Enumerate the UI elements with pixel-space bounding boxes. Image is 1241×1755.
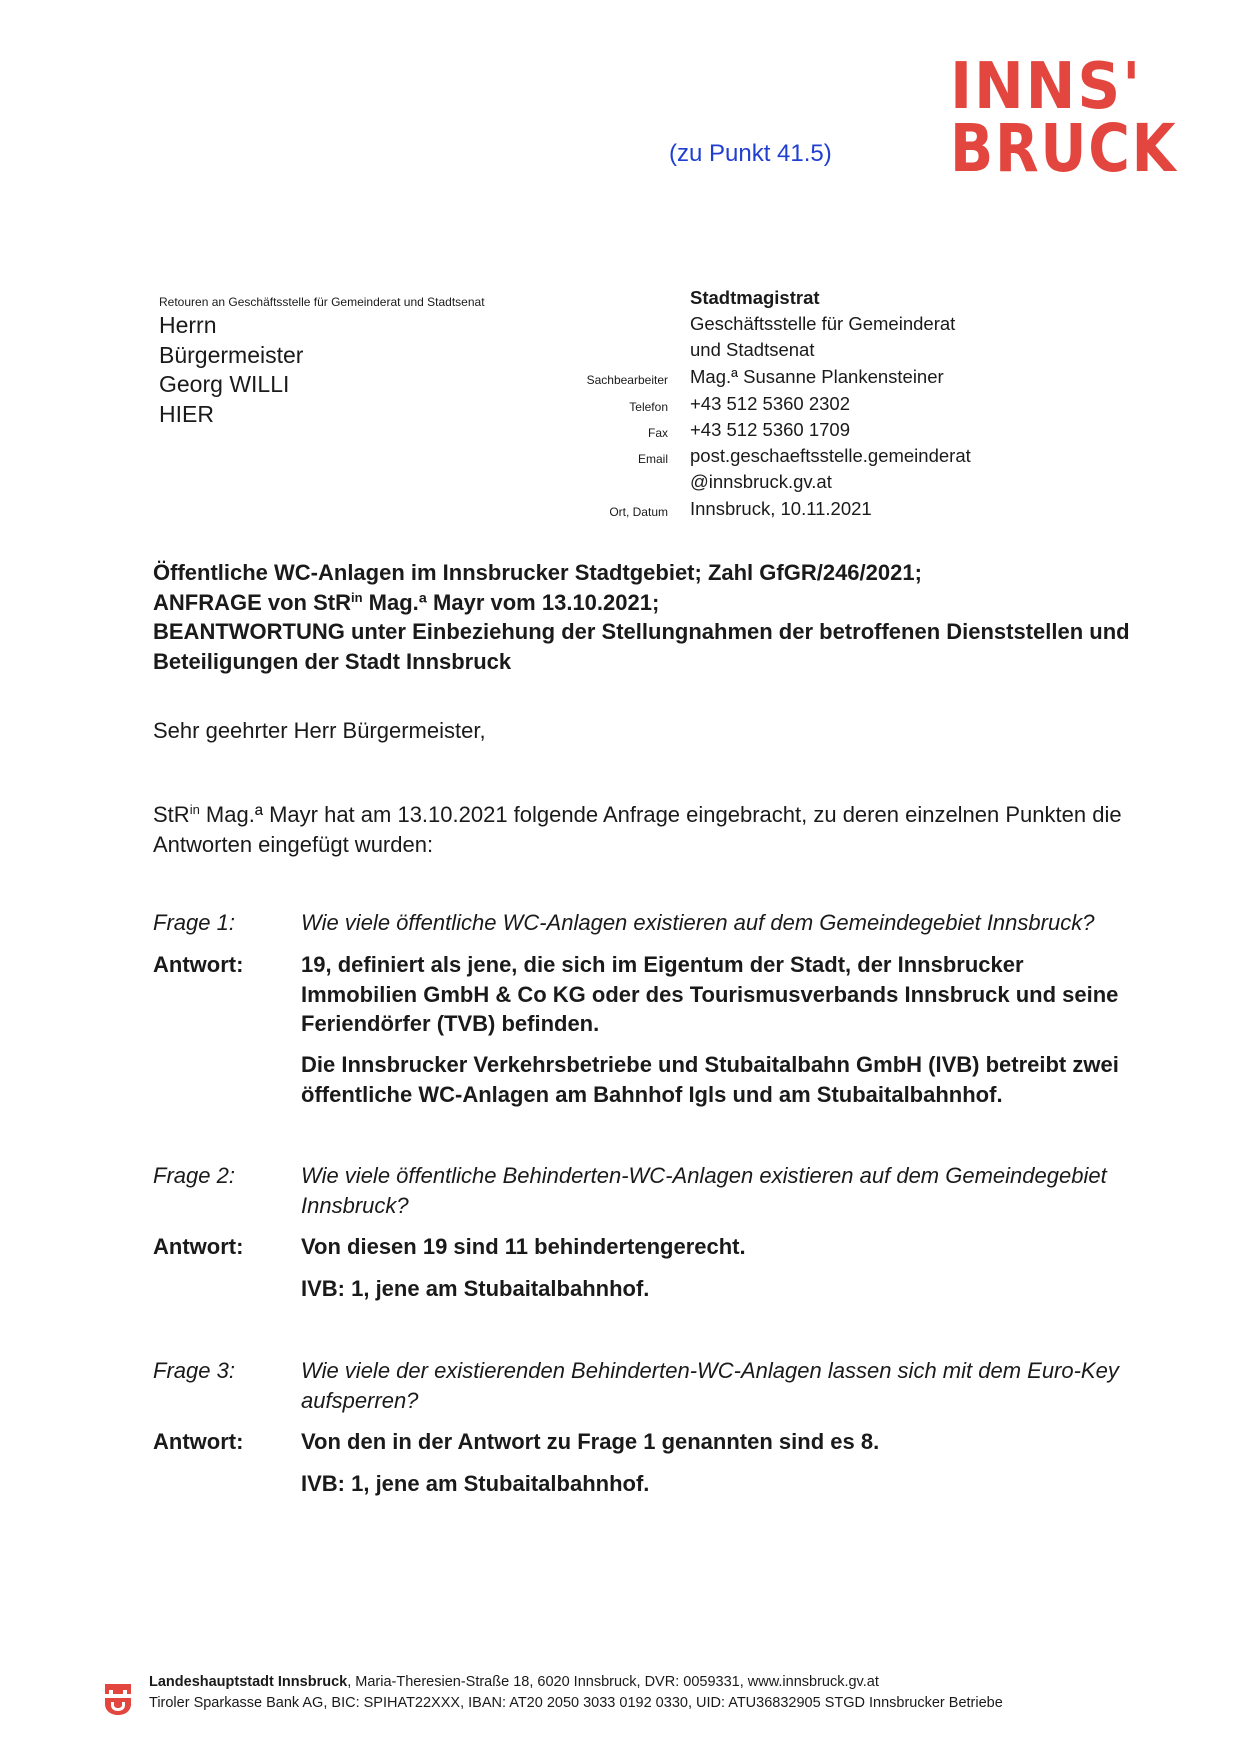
sender-department-2: und Stadtsenat	[690, 339, 815, 360]
phone-label: Telefon	[629, 400, 668, 414]
fax-label: Fax	[647, 426, 668, 440]
fax-value: +43 512 5360 1709	[690, 419, 850, 440]
recipient-line: HIER	[159, 400, 214, 427]
subject-line-2-b: Mag.ª Mayr vom 13.10.2021;	[362, 589, 660, 615]
question-3-label: Frage 3:	[153, 1358, 235, 1383]
footer-address: , Maria-Theresien-Straße 18, 6020 Innsbruck, DVR: 0059331, www.innsbruck.gv.at	[347, 1674, 879, 1690]
return-address-note: Retouren an Geschäftsstelle für Gemeinderat und Stadtsenat	[159, 295, 485, 309]
footer-line-2: Tiroler Sparkasse Bank AG, BIC: SPIHAT22XXX, IBAN: AT20 2050 3033 0192 0330, UID: ATU36832905 STGD Innsbrucker Betriebe	[149, 1695, 1003, 1711]
recipient-address	[159, 311, 303, 429]
logo-line-1: INNS'	[950, 50, 1143, 124]
greeting: Sehr geehrter Herr Bürgermeister,	[153, 718, 486, 743]
recipient-line: Georg WILLI	[159, 371, 290, 397]
place-date-value: Innsbruck, 10.11.2021	[690, 498, 872, 519]
innsbruck-logo	[950, 50, 1190, 187]
subject-superscript: in	[351, 589, 363, 605]
footer-line-1	[149, 1674, 879, 1690]
answer-1-paragraph-1: 19, definiert als jene, die sich im Eigentum der Stadt, der Innsbrucker Immobilien GmbH & Co KG oder des Tourismusverbands Innsbruck und seine Feriendörfer (TVB) befinden.	[301, 952, 1119, 1036]
answer-3-label: Antwort:	[153, 1429, 244, 1454]
intro-b: Mag.ª Mayr hat am 13.10.2021 folgende Anfrage eingebracht, zu deren einzelnen Punkten die Antworten eingefügt wurden:	[153, 802, 1122, 857]
reference-note: (zu Punkt 41.5)	[669, 140, 832, 167]
intro-superscript: in	[189, 802, 200, 817]
subject-line-1: Öffentliche WC-Anlagen im Innsbrucker Stadtgebiet; Zahl GfGR/246/2021;	[153, 560, 922, 585]
answer-2-paragraph-2: IVB: 1, jene am Stubaitalbahnhof.	[301, 1276, 650, 1301]
answer-3-paragraph-1: Von den in der Antwort zu Frage 1 genannten sind es 8.	[301, 1429, 880, 1454]
intro-a: StR	[153, 802, 190, 827]
question-1-label: Frage 1:	[153, 910, 235, 935]
intro-paragraph	[153, 800, 1143, 859]
footer-city-name: Landeshauptstadt Innsbruck	[149, 1674, 348, 1690]
answer-1-label: Antwort:	[153, 952, 244, 977]
subject-line-2-a: ANFRAGE von StR	[153, 589, 351, 615]
subject-line-2	[153, 588, 1143, 618]
recipient-line: Herrn	[159, 312, 217, 338]
sender-office: Stadtmagistrat	[690, 287, 820, 308]
subject-line-3: BEANTWORTUNG unter Einbeziehung der Stellungnahmen der betroffenen Dienststellen und Beteiligungen der Stadt Innsbruck	[153, 619, 1130, 674]
question-2-label: Frage 2:	[153, 1163, 235, 1188]
answer-2-label: Antwort:	[153, 1234, 244, 1259]
answer-1-paragraph-2: Die Innsbrucker Verkehrsbetriebe und Stubaitalbahn GmbH (IVB) betreibt zwei öffentliche WC-Anlagen am Bahnhof Igls und am Stubaitalbahnhof.	[301, 1052, 1119, 1107]
clerk-name: Mag.ª Susanne Plankensteiner	[690, 366, 944, 387]
email-value-1[interactable]: post.geschaeftsstelle.gemeinderat	[690, 445, 971, 466]
city-crest-icon	[104, 1682, 132, 1716]
question-2-text: Wie viele öffentliche Behinderten-WC-Anlagen existieren auf dem Gemeindegebiet Innsbruck?	[301, 1163, 1107, 1218]
answer-3-paragraph-2: IVB: 1, jene am Stubaitalbahnhof.	[301, 1471, 650, 1496]
clerk-label: Sachbearbeiter	[586, 373, 668, 387]
recipient-line: Bürgermeister	[159, 341, 304, 368]
question-3-text: Wie viele der existierenden Behinderten-WC-Anlagen lassen sich mit dem Euro-Key aufsperren?	[301, 1358, 1119, 1413]
email-value-2[interactable]: @innsbruck.gv.at	[690, 471, 832, 492]
sender-department-1: Geschäftsstelle für Gemeinderat	[690, 313, 956, 334]
question-1-text: Wie viele öffentliche WC-Anlagen existieren auf dem Gemeindegebiet Innsbruck?	[301, 910, 1095, 935]
place-date-label: Ort, Datum	[609, 505, 668, 519]
logo-line-2: BRUCK	[950, 110, 1178, 187]
phone-value: +43 512 5360 2302	[690, 393, 850, 414]
subject-block	[153, 558, 1143, 676]
answer-2-paragraph-1: Von diesen 19 sind 11 behindertengerecht.	[301, 1234, 746, 1259]
email-label: Email	[637, 452, 668, 466]
